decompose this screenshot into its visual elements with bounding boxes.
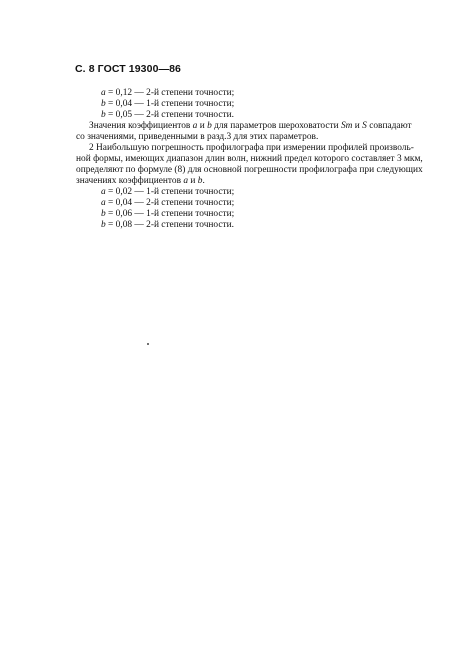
text-span: .	[202, 176, 205, 186]
text-span: значениях коэффициентов	[76, 176, 184, 186]
variable: b	[101, 99, 106, 109]
variable: a	[183, 176, 189, 186]
list-item-text: = 0,06 — 1-й степени точности;	[105, 209, 235, 219]
list-item	[101, 210, 234, 219]
variable: a	[101, 198, 106, 208]
variable: a	[101, 187, 106, 197]
list-item	[101, 199, 234, 208]
variable: b	[101, 110, 106, 120]
text-span: и	[352, 121, 363, 131]
text-span: для параметров шероховатости	[211, 121, 341, 131]
paragraph-line: со значениями, приведенными в разд.3 для этих параметров.	[76, 132, 319, 142]
variable: b	[197, 176, 203, 186]
text-span: и	[188, 176, 198, 186]
text-span: совпадают	[366, 121, 412, 131]
text-span: и	[197, 121, 208, 131]
list-item-text: = 0,12 — 2-й степени точности;	[105, 88, 235, 98]
variable: a	[192, 121, 198, 131]
variable: a	[101, 88, 106, 98]
list-item-text: = 0,08 — 2-й степени точности.	[105, 220, 234, 230]
list-item-text: = 0,04 — 2-й степени точности;	[105, 198, 235, 208]
list-item	[101, 221, 234, 230]
paragraph-line: ной формы, имеющих диапазон длин волн, нижний предел которого составляет 3 мкм,	[76, 154, 423, 164]
variable: Sm	[340, 121, 353, 131]
stray-mark	[147, 343, 149, 345]
list-item-text: = 0,04 — 1-й степени точности;	[105, 99, 235, 109]
list-item	[101, 111, 234, 120]
list-item	[101, 188, 234, 197]
variable: b	[101, 209, 106, 219]
list-item	[101, 89, 234, 98]
list-item-text: = 0,02 — 1-й степени точности;	[105, 187, 235, 197]
page-header: С. 8 ГОСТ 19300—86	[75, 63, 181, 75]
paragraph-line: 2 Наибольшую погрешность профилографа при измерении профилей произволь-	[89, 143, 414, 153]
list-item-text: = 0,05 — 2-й степени точности.	[105, 110, 234, 120]
paragraph-line: определяют по формуле (8) для основной погрешности профилографа при следующих	[76, 165, 423, 175]
variable: b	[101, 220, 106, 230]
paragraph-line	[76, 177, 205, 186]
text-span: Значения коэффициентов	[89, 121, 193, 131]
variable: S	[362, 121, 367, 131]
list-item	[101, 100, 234, 109]
variable: b	[207, 121, 212, 131]
paragraph-line	[89, 121, 412, 131]
